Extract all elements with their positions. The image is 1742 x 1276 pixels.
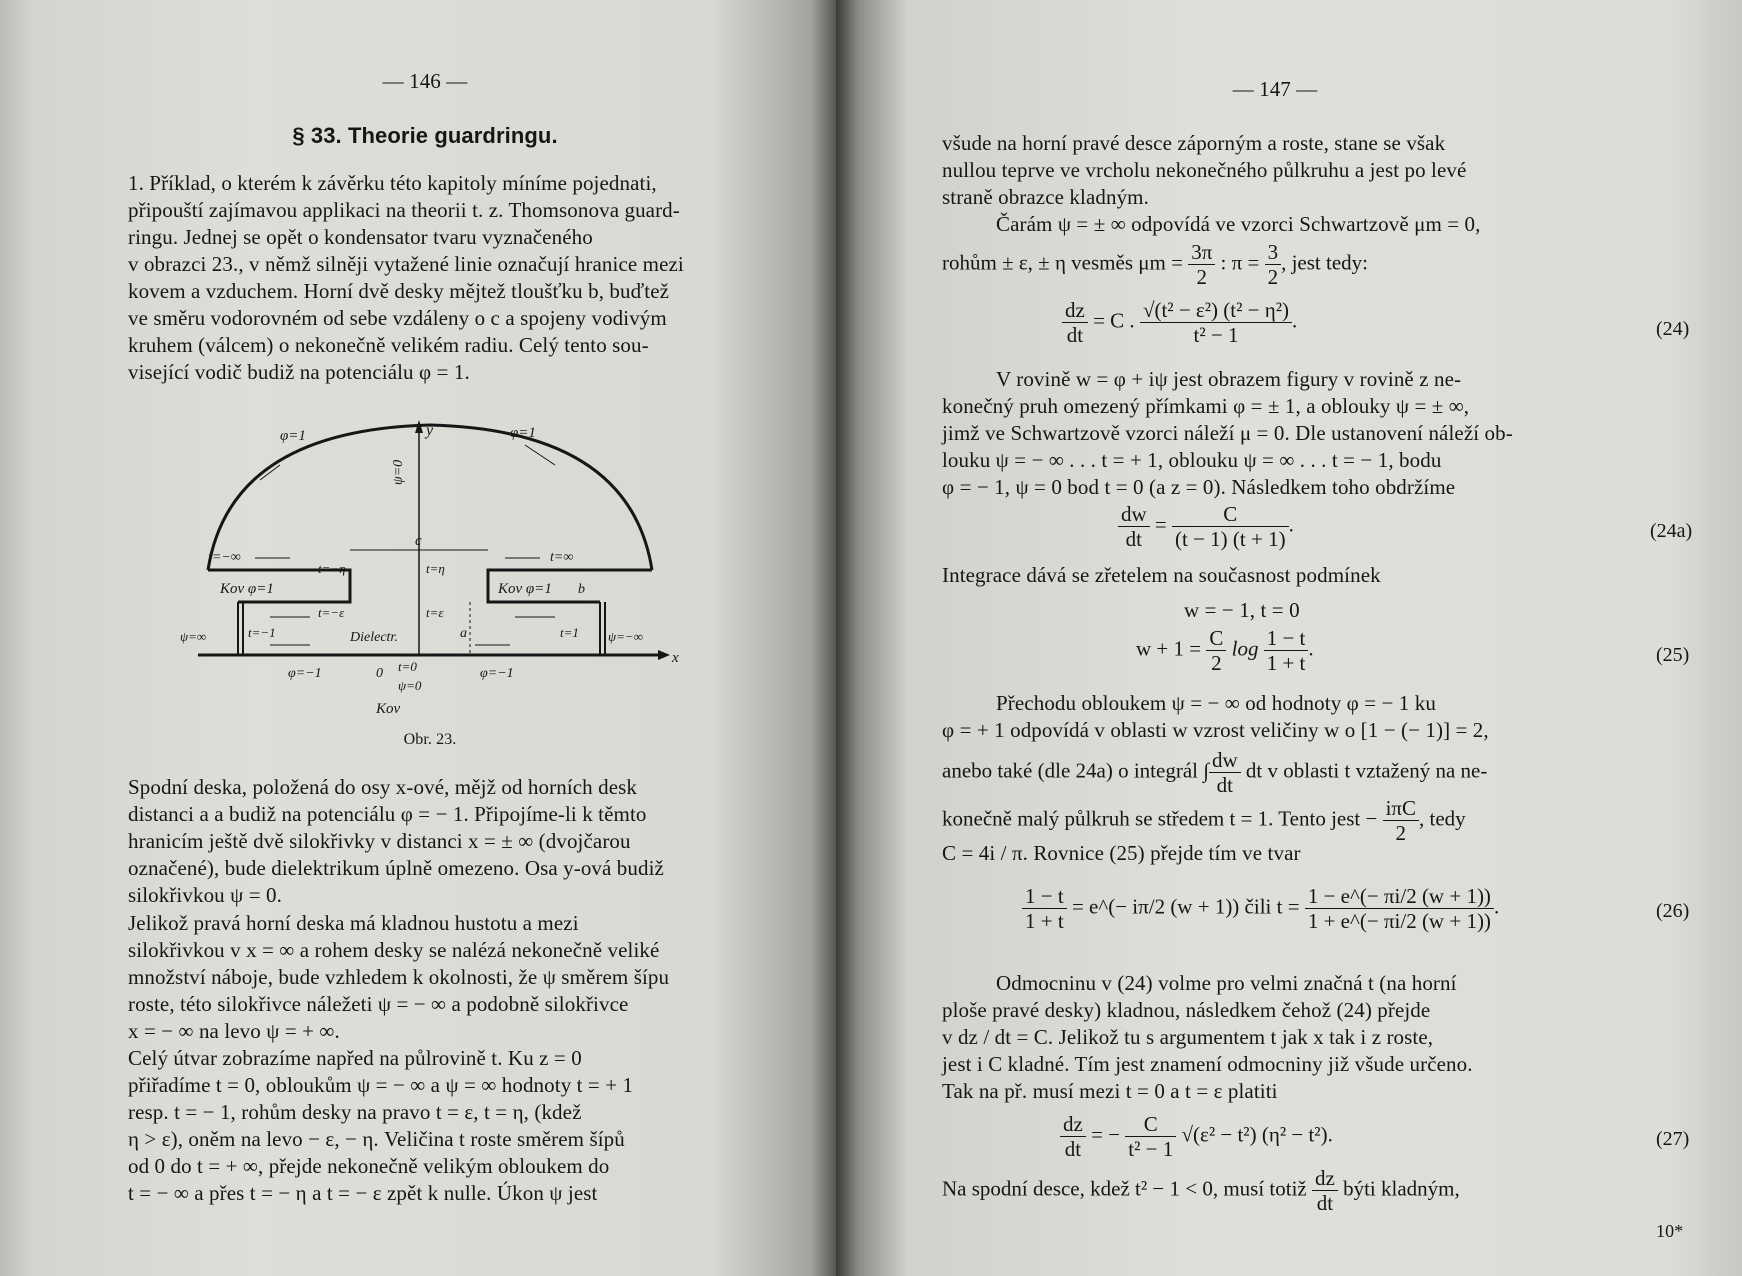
text-line: Tak na př. musí mezi t = 0 a t = ε platiti (942, 1079, 1278, 1103)
fraction (1383, 796, 1419, 845)
fig-label: y (426, 422, 434, 439)
x-axis-arrow (658, 650, 670, 660)
fig-label: x (672, 650, 679, 666)
right-page (836, 0, 1742, 1276)
text-line: konečný pruh omezený přímkami φ = ± 1, a oblouky ψ = ± ∞, (942, 394, 1470, 418)
text-line: ve směru vodorovném od sebe vzdáleny o c a spojeny vodivým (128, 306, 667, 330)
equation-26 (1022, 884, 1499, 933)
numerator: dz (1060, 1112, 1086, 1137)
denominator: dt (1066, 323, 1084, 347)
text-line: resp. t = − 1, rohům desky na pravo t = ε, t = η, (kdež (128, 1100, 582, 1124)
text-line: označené), bude dielektrikum úplně omezeno. Osa y-ová budiž (128, 856, 664, 880)
fig-label: 0 (376, 666, 383, 681)
eq-text: . (1493, 894, 1500, 919)
fraction (1022, 884, 1067, 933)
eq-text: , jest tedy: (1281, 250, 1368, 275)
text-line: v dz / dt = C. Jelikož tu s argumentem t jak x tak i z roste, (942, 1025, 1434, 1049)
numerator: 1 − t (1264, 626, 1309, 651)
equation-25 (1136, 626, 1314, 675)
denominator: 2 (1196, 265, 1207, 289)
text-line: η > ε), oněm na levo − ε, − η. Veličina t roste směrem šípů (128, 1127, 625, 1151)
text-line: přiřadíme t = 0, obloukům ψ = − ∞ a ψ = ∞ hodnoty t = + 1 (128, 1073, 634, 1097)
fig-label: t=−1 (248, 625, 276, 640)
eq-text: = e^(− iπ/2 (w + 1)) čili t = (1066, 894, 1305, 919)
numerator: iπC (1383, 796, 1419, 821)
denominator: dt (1316, 1191, 1334, 1215)
text-line: φ = + 1 odpovídá v oblasti w vzrost veličiny w o [1 − (− 1)] = 2, (942, 718, 1489, 742)
numerator: 1 − t (1022, 884, 1067, 909)
fig-label: Kov (376, 701, 401, 717)
signature-mark: 10* (1656, 1221, 1684, 1241)
text-line: Přechodu obloukem ψ = − ∞ od hodnoty φ = − 1 ku (996, 691, 1436, 715)
numerator: C (1172, 502, 1289, 527)
equation-number: (25) (1656, 644, 1690, 666)
denominator: 2 (1211, 651, 1222, 675)
text-line: visející vodič budiž na potenciálu φ = 1. (128, 360, 470, 384)
text-line: V rovině w = φ + iψ jest obrazem figury v rovině z ne- (996, 367, 1462, 391)
eq-text: anebo také (dle 24a) o integrál ∫ (942, 758, 1209, 783)
eq-text: . (1288, 512, 1294, 537)
denominator: 1 + t (1266, 651, 1306, 675)
fig-label: Dielectr. (350, 630, 398, 645)
text-line: Spodní deska, položená do osy x-ové, mějž od horních desk (128, 775, 638, 799)
fig-label: t=−∞ (208, 550, 241, 565)
fig-label: ψ=∞ (180, 629, 207, 644)
text-line: nullou teprve ve vrcholu nekonečného půlkruhu a jest po levé (942, 158, 1467, 182)
fig-label: ψ=0 (398, 678, 422, 693)
text-line: připouští zajímavou applikaci na theorii t. z. Thomsonova guard- (128, 198, 680, 222)
text-line (942, 796, 1466, 845)
text-line: louku ψ = − ∞ . . . t = + 1, oblouku ψ = ∞ . . . t = − 1, bodu (942, 448, 1442, 472)
equation-27 (1060, 1112, 1333, 1161)
eq-text: = − (1085, 1122, 1126, 1147)
fig-label: Kov φ=1 (498, 581, 552, 597)
eq-text: . (1327, 1122, 1333, 1147)
text-line: ringu. Jednej se opět o kondensator tvaru vyznačeného (128, 225, 593, 249)
denominator: t² − 1 (1128, 1137, 1174, 1161)
text-line: kovem a vzduchem. Horní dvě desky mějtež tloušťku b, buďtež (128, 279, 670, 303)
equation-number: (26) (1656, 900, 1690, 922)
text-line: jimž ve Schwartzově vzorci náleží μ = 0. Dle ustanovení náleží ob- (942, 421, 1513, 445)
fig-label: t=∞ (550, 550, 574, 565)
fraction (1206, 626, 1226, 675)
page-number: — 146 — (382, 69, 468, 93)
text-line (942, 1166, 1460, 1215)
fraction (1140, 298, 1292, 347)
eq-text: = C . (1087, 308, 1140, 333)
fig-label: φ=−1 (480, 666, 514, 681)
text-line: x = − ∞ na levo ψ = + ∞. (128, 1019, 340, 1043)
text-line: hranicím ještě dvě silokřivky v distanci x = ± ∞ (dvojčarou (128, 829, 631, 853)
eq-text: log (1226, 636, 1264, 661)
equation-24a (1118, 502, 1294, 551)
denominator: 2 (1267, 265, 1279, 289)
denominator: t² − 1 (1193, 323, 1239, 347)
equation-number: (24a) (1650, 520, 1693, 542)
fig-label: φ=−1 (288, 666, 322, 681)
fig-label: Kov φ=1 (220, 581, 274, 597)
numerator: 3π (1188, 240, 1215, 265)
fig-label: a (460, 626, 467, 641)
denominator: 2 (1395, 821, 1407, 845)
fig-label: c (415, 533, 422, 549)
left-page (0, 0, 836, 1276)
text-line: kruhem (válcem) o nekonečně velikém radiu. Celý tento sou- (128, 333, 649, 357)
denominator: dt (1125, 527, 1142, 551)
eq-text: , tedy (1419, 806, 1466, 831)
text-line: v obrazci 23., v němž silněji vytažené linie označují hranice mezi (128, 252, 684, 276)
numerator: dz (1062, 298, 1088, 323)
equation-number: (24) (1656, 318, 1690, 340)
denominator: dt (1064, 1137, 1082, 1161)
fig-label: ψ=−∞ (608, 629, 643, 644)
equation-number: (27) (1656, 1128, 1690, 1150)
text-line: distanci a a budiž na potenciálu φ = − 1. Připojíme-li k těmto (128, 802, 647, 826)
conductor-arc (208, 425, 652, 570)
text-line: Integrace dává se zřetelem na současnost podmínek (942, 563, 1381, 587)
numerator: √(t² − ε²) (t² − η²) (1140, 298, 1292, 323)
text-line: jest i C kladné. Tím jest znamení odmocniny již všude určeno. (942, 1052, 1473, 1076)
eq-text: Na spodní desce, kdež t² − 1 < 0, musí totiž (942, 1176, 1313, 1201)
fig-label: b (578, 582, 585, 597)
eq-text: w + 1 = (1136, 636, 1207, 661)
numerator: 1 − e^(− πi/2 (w + 1)) (1305, 884, 1494, 909)
equation-mu (942, 240, 1368, 289)
fraction (1265, 240, 1282, 289)
fraction (1060, 1112, 1086, 1161)
section-heading: § 33. Theorie guardringu. (292, 123, 558, 148)
equation-24 (1062, 298, 1297, 347)
fraction (1125, 1112, 1176, 1161)
numerator: 3 (1265, 240, 1282, 265)
text-line: roste, této silokřivce náležeti ψ = − ∞ a podobně silokřivce (128, 992, 629, 1016)
text-line: množství náboje, bude vzhledem k okolnosti, že ψ směrem šípu (128, 965, 670, 989)
fraction (1264, 626, 1309, 675)
text-line: silokřivkou v x = ∞ a rohem desky se nalézá nekonečně veliké (128, 938, 660, 962)
fig-label: ψ=0 (391, 459, 406, 485)
eq-text: √(ε² − t²) (η² − t²) (1176, 1122, 1328, 1147)
denominator: 1 + e^(− πi/2 (w + 1)) (1307, 909, 1491, 933)
fig-label: t=ε (426, 605, 444, 620)
text-line: 1. Příklad, o kterém k závěrku této kapitoly míníme pojednati, (128, 171, 657, 195)
eq-text: býti kladným, (1337, 1176, 1460, 1201)
numerator: dw (1118, 502, 1150, 527)
fig-label: t=−η (318, 561, 346, 576)
text-line: ploše pravé desky) kladnou, následkem čehož (24) přejde (942, 998, 1431, 1022)
figure-caption: Obr. 23. (403, 731, 457, 748)
eq-text: = (1149, 512, 1173, 537)
eq-text: . (1292, 308, 1298, 333)
fraction (1172, 502, 1289, 551)
fig-label: φ=1 (510, 425, 536, 441)
fraction (1312, 1166, 1338, 1215)
text-line: t = − ∞ a přes t = − η a t = − ε zpět k nulle. Úkon ψ jest (128, 1181, 598, 1205)
eq-text: : π = (1215, 250, 1265, 275)
eq-text: dt v oblasti t vztažený na ne- (1240, 758, 1488, 783)
text-line: C = 4i / π. Rovnice (25) přejde tím ve tvar (942, 841, 1301, 865)
equation-conditions: w = − 1, t = 0 (1184, 598, 1300, 622)
text-line: φ = − 1, ψ = 0 bod t = 0 (a z = 0). Následkem toho obdržíme (942, 475, 1456, 499)
page-number: — 147 — (1232, 77, 1318, 101)
fig-label: t=1 (560, 625, 579, 640)
fraction (1305, 884, 1494, 933)
fraction (1209, 748, 1241, 797)
denominator: (t − 1) (t + 1) (1175, 527, 1286, 551)
arrow-arc-right (525, 445, 555, 465)
text-line: od 0 do t = + ∞, přejde nekonečně velikým obloukem do (128, 1154, 610, 1178)
eq-text: konečně malý půlkruh se středem t = 1. Tento jest − (942, 806, 1383, 831)
numerator: dz (1312, 1166, 1338, 1191)
fig-label: t=0 (398, 659, 417, 674)
numerator: dw (1209, 748, 1241, 773)
text-line: silokřivkou ψ = 0. (128, 883, 282, 907)
text-line: Čarám ψ = ± ∞ odpovídá ve vzorci Schwartzově μm = 0, (996, 212, 1481, 236)
fig-label: t=−ε (318, 605, 345, 620)
text-line: Celý útvar zobrazíme napřed na půlrovině t. Ku z = 0 (128, 1046, 582, 1070)
figure-obr-23 (180, 415, 700, 750)
eq-text: rohům ± ε, ± η vesměs μm = (942, 250, 1189, 275)
numerator: C (1206, 626, 1226, 651)
fraction (1188, 240, 1215, 289)
text-line: straně obrazce kladným. (942, 185, 1149, 209)
text-line: Jelikož pravá horní deska má kladnou hustotu a mezi (128, 911, 579, 935)
numerator: C (1125, 1112, 1176, 1137)
text-line (942, 748, 1487, 797)
fig-label: t=η (426, 561, 445, 576)
text-line: Odmocninu v (24) volme pro velmi značná t (na horní (996, 971, 1457, 995)
text-line: všude na horní pravé desce záporným a roste, stane se však (942, 131, 1446, 155)
fraction (1062, 298, 1088, 347)
denominator: dt (1216, 773, 1233, 797)
denominator: 1 + t (1025, 909, 1064, 933)
eq-text: . (1308, 636, 1314, 661)
fraction (1118, 502, 1150, 551)
fig-label: φ=1 (280, 428, 306, 444)
